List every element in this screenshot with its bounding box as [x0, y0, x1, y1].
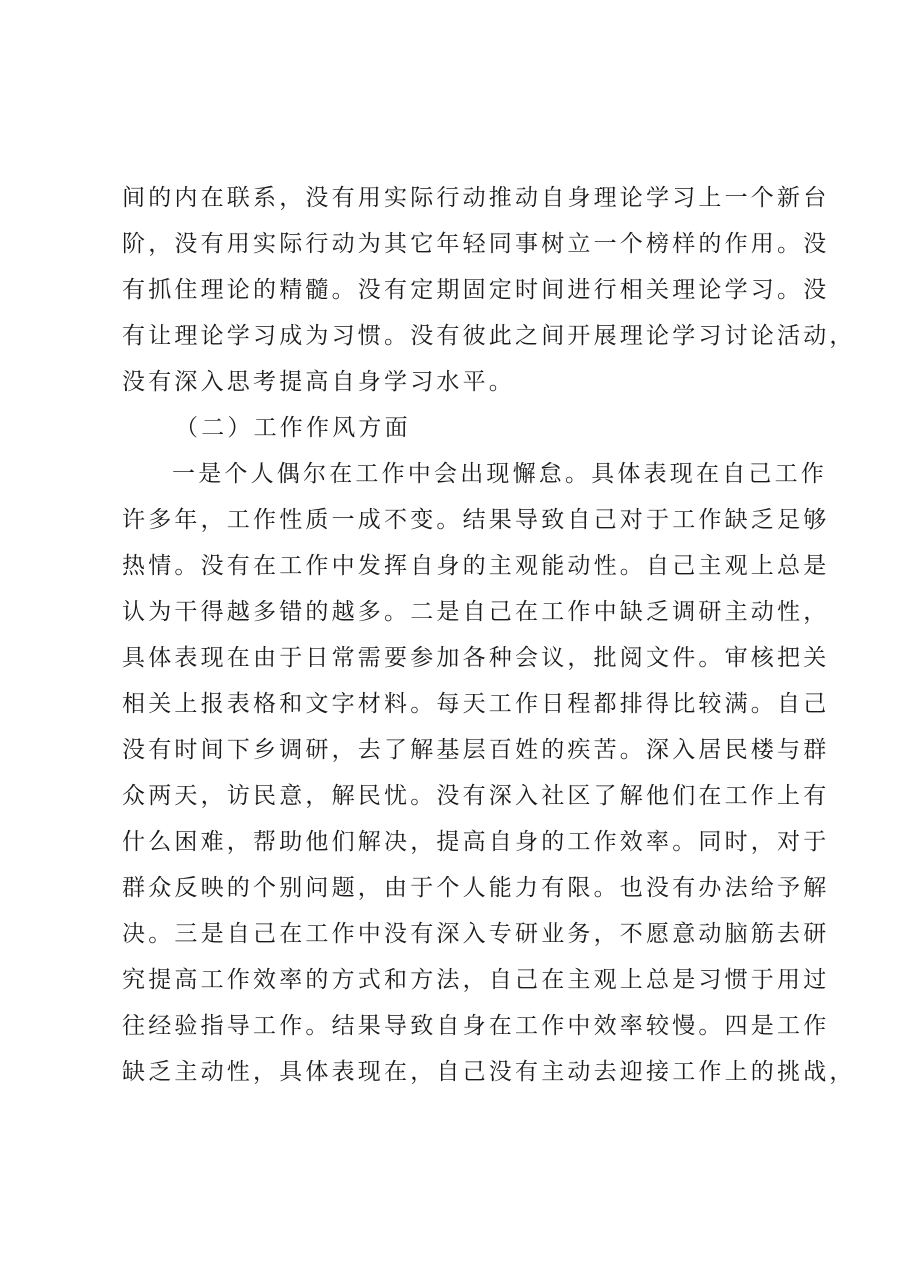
text-line: 阶，没有用实际行动为其它年轻同事树立一个榜样的作用。没: [122, 231, 830, 257]
text-line: 相关上报表格和文字材料。每天工作日程都排得比较满。自己: [122, 691, 830, 717]
text-line: 间的内在联系，没有用实际行动推动自身理论学习上一个新台: [122, 185, 830, 211]
text-line: 没有深入思考提高自身学习水平。: [122, 369, 515, 395]
section-heading: （二）工作作风方面: [175, 415, 411, 441]
text-line: 有让理论学习成为习惯。没有彼此之间开展理论学习讨论活动，: [122, 323, 856, 349]
text-line: 有抓住理论的精髓。没有定期固定时间进行相关理论学习。没: [122, 277, 830, 303]
text-line: 什么困难，帮助他们解决，提高自身的工作效率。同时，对于: [122, 829, 830, 855]
text-line: 许多年，工作性质一成不变。结果导致自己对于工作缺乏足够: [122, 507, 830, 533]
text-line: 热情。没有在工作中发挥自身的主观能动性。自己主观上总是: [122, 553, 830, 579]
text-line: 具体表现在由于日常需要参加各种会议，批阅文件。审核把关: [122, 645, 830, 671]
text-line: 往经验指导工作。结果导致自身在工作中效率较慢。四是工作: [122, 1013, 830, 1039]
paragraph-start-line: 一是个人偶尔在工作中会出现懈怠。具体表现在自己工作: [172, 461, 827, 487]
text-line: 众两天，访民意，解民忧。没有深入社区了解他们在工作上有: [122, 783, 830, 809]
text-line: 究提高工作效率的方式和方法，自己在主观上总是习惯于用过: [122, 967, 830, 993]
text-line: 决。三是自己在工作中没有深入专研业务，不愿意动脑筋去研: [122, 921, 830, 947]
text-line: 认为干得越多错的越多。二是自己在工作中缺乏调研主动性，: [122, 599, 830, 625]
text-line: 缺乏主动性，具体表现在，自己没有主动去迎接工作上的挑战，: [122, 1059, 856, 1085]
text-line: 群众反映的个别问题，由于个人能力有限。也没有办法给予解: [122, 875, 830, 901]
text-line: 没有时间下乡调研，去了解基层百姓的疾苦。深入居民楼与群: [122, 737, 830, 763]
